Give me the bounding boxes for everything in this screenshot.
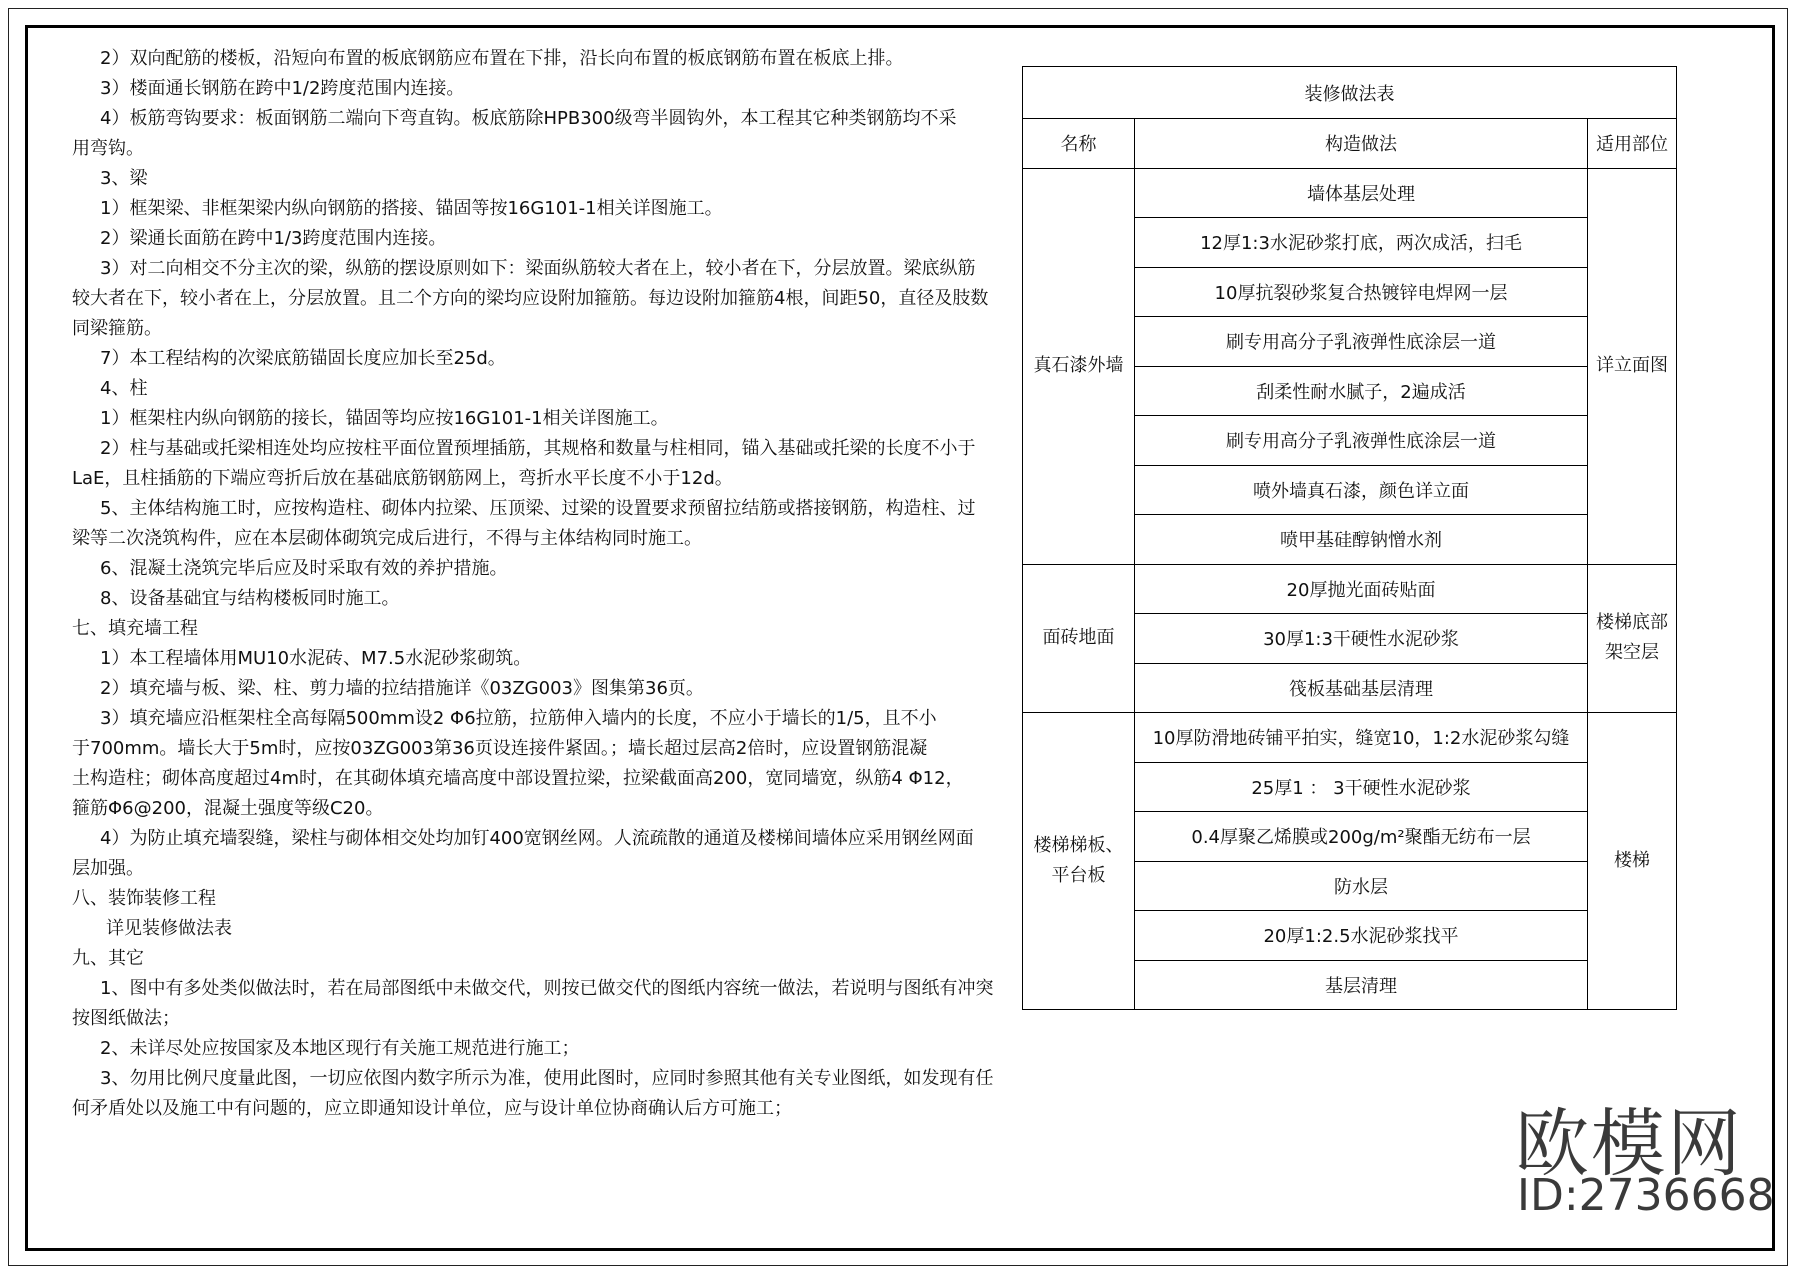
note-line: 3、勿用比例尺度量此图，一切应依图内数字所示为准，使用此图时，应同时参照其他有关专业图纸，如发现有任	[100, 1068, 994, 1089]
note-line: 较大者在下，较小者在上，分层放置。且二个方向的梁均应设附加箍筋。每边设附加箍筋4根，间距50，直径及肢数	[72, 288, 989, 309]
finish-name: 真石漆外墙	[1023, 168, 1135, 564]
finish-step: 12厚1:3水泥砂浆打底，两次成活，扫毛	[1135, 218, 1588, 268]
note-line: 2）柱与基础或托梁相连处均应按柱平面位置预埋插筋，其规格和数量与柱相同，锚入基础或托梁的长度不小于	[100, 438, 976, 459]
note-line: 1、图中有多处类似做法时，若在局部图纸中未做交代，则按已做交代的图纸内容统一做法，若说明与图纸有冲突	[100, 978, 994, 999]
note-line: 于700mm。墙长大于5m时，应按03ZG003第36页设连接件紧固。；墙长超过层高2倍时，应设置钢筋混凝	[72, 738, 928, 759]
finish-step: 喷外墙真石漆，颜色详立面	[1135, 465, 1588, 515]
finish-step: 基层清理	[1135, 960, 1588, 1010]
decoration-method-table	[1022, 66, 1677, 1010]
note-line: 2、未详尽处应按国家及本地区现行有关施工规范进行施工；	[100, 1038, 580, 1059]
note-line: 同梁箍筋。	[72, 318, 162, 339]
note-line: 5、主体结构施工时，应按构造柱、砌体内拉梁、压顶梁、过梁的设置要求预留拉结筋或搭接钢筋，构造柱、过	[100, 498, 976, 519]
note-line: 详见装修做法表	[106, 918, 232, 939]
note-line: 2）填充墙与板、梁、柱、剪力墙的拉结措施详《03ZG003》图集第36页。	[100, 678, 704, 699]
note-line: 7）本工程结构的次梁底筋锚固长度应加长至25d。	[100, 348, 506, 369]
finish-step: 刷专用高分子乳液弹性底涂层一道	[1135, 416, 1588, 466]
note-line: 九、其它	[72, 948, 144, 969]
finish-step: 0.4厚聚乙烯膜或200g/m²聚酯无纺布一层	[1135, 812, 1588, 862]
note-line: LaE，且柱插筋的下端应弯折后放在基础底筋钢筋网上，弯折水平长度不小于12d。	[72, 468, 733, 489]
watermark-brand: 欧模网	[1515, 1101, 1743, 1187]
header-location: 适用部位	[1588, 119, 1677, 169]
finish-step: 喷甲基硅醇钠憎水剂	[1135, 515, 1588, 565]
finish-location: 详立面图	[1588, 168, 1677, 564]
note-line: 用弯钩。	[72, 138, 144, 159]
finish-location: 楼梯底部架空层	[1588, 564, 1677, 713]
note-line: 3）填充墙应沿框架柱全高每隔500mm设2 Φ6拉筋，拉筋伸入墙内的长度，不应小于墙长的1/5，且不小	[100, 708, 937, 729]
note-line: 8、设备基础宜与结构楼板同时施工。	[100, 588, 400, 609]
finish-step: 10厚抗裂砂浆复合热镀锌电焊网一层	[1135, 267, 1588, 317]
note-line: 按图纸做法；	[72, 1008, 180, 1029]
note-line: 何矛盾处以及施工中有问题的，应立即通知设计单位，应与设计单位协商确认后方可施工；	[72, 1098, 792, 1119]
note-line: 层加强。	[72, 858, 144, 879]
note-line: 4、柱	[100, 378, 148, 399]
note-line: 1）框架柱内纵向钢筋的接长，锚固等均应按16G101-1相关详图施工。	[100, 408, 669, 429]
table-title: 装修做法表	[1023, 67, 1677, 119]
watermark-id: ID:2736668	[1517, 1170, 1775, 1221]
note-line: 3）对二向相交不分主次的梁，纵筋的摆设原则如下：梁面纵筋较大者在上，较小者在下，分层放置。梁底纵筋	[100, 258, 976, 279]
note-line: 箍筋Φ6@200，混凝土强度等级C20。	[72, 798, 384, 819]
finish-name: 楼梯梯板、平台板	[1023, 713, 1135, 1010]
note-line: 七、填充墙工程	[72, 618, 198, 639]
finish-step: 刮柔性耐水腻子，2遍成活	[1135, 366, 1588, 416]
finish-step: 墙体基层处理	[1135, 168, 1588, 218]
finish-step: 刷专用高分子乳液弹性底涂层一道	[1135, 317, 1588, 367]
table-title-row	[1023, 67, 1677, 119]
note-line: 4）板筋弯钩要求：板面钢筋二端向下弯直钩。板底筋除HPB300级弯半圆钩外，本工程其它种类钢筋均不采	[100, 108, 957, 129]
note-line: 3、梁	[100, 168, 148, 189]
note-line: 八、装饰装修工程	[72, 888, 216, 909]
note-line: 6、混凝土浇筑完毕后应及时采取有效的养护措施。	[100, 558, 508, 579]
finish-location: 楼梯	[1588, 713, 1677, 1010]
note-line: 梁等二次浇筑构件，应在本层砌体砌筑完成后进行，不得与主体结构同时施工。	[72, 528, 702, 549]
note-line: 2）梁通长面筋在跨中1/3跨度范围内连接。	[100, 228, 447, 249]
finish-step: 筏板基础基层清理	[1135, 663, 1588, 713]
note-line: 2）双向配筋的楼板，沿短向布置的板底钢筋应布置在下排，沿长向布置的板底钢筋布置在板底上排。	[100, 48, 904, 69]
construction-notes	[72, 44, 994, 1124]
note-line: 3）楼面通长钢筋在跨中1/2跨度范围内连接。	[100, 78, 465, 99]
note-line: 1）本工程墙体用MU10水泥砖、M7.5水泥砂浆砌筑。	[100, 648, 532, 669]
finish-step: 20厚1:2.5水泥砂浆找平	[1135, 911, 1588, 961]
table-row	[1023, 564, 1677, 614]
table-row	[1023, 168, 1677, 218]
finish-step: 30厚1:3干硬性水泥砂浆	[1135, 614, 1588, 664]
finish-name: 面砖地面	[1023, 564, 1135, 713]
table-row	[1023, 713, 1677, 763]
finish-step: 20厚抛光面砖贴面	[1135, 564, 1588, 614]
table-header-row	[1023, 119, 1677, 169]
finish-step: 防水层	[1135, 861, 1588, 911]
note-line: 1）框架梁、非框架梁内纵向钢筋的搭接、锚固等按16G101-1相关详图施工。	[100, 198, 723, 219]
finish-step: 25厚1 ： 3干硬性水泥砂浆	[1135, 762, 1588, 812]
note-line: 土构造柱；砌体高度超过4m时，在其砌体填充墙高度中部设置拉梁，拉梁截面高200，宽同墙宽，纵筋4 Φ12，	[72, 768, 964, 789]
finish-step: 10厚防滑地砖铺平拍实，缝宽10，1:2水泥砂浆勾缝	[1135, 713, 1588, 763]
note-line: 4）为防止填充墙裂缝，梁柱与砌体相交处均加钉400宽钢丝网。人流疏散的通道及楼梯间墙体应采用钢丝网面	[100, 828, 974, 849]
header-method: 构造做法	[1135, 119, 1588, 169]
header-name: 名称	[1023, 119, 1135, 169]
